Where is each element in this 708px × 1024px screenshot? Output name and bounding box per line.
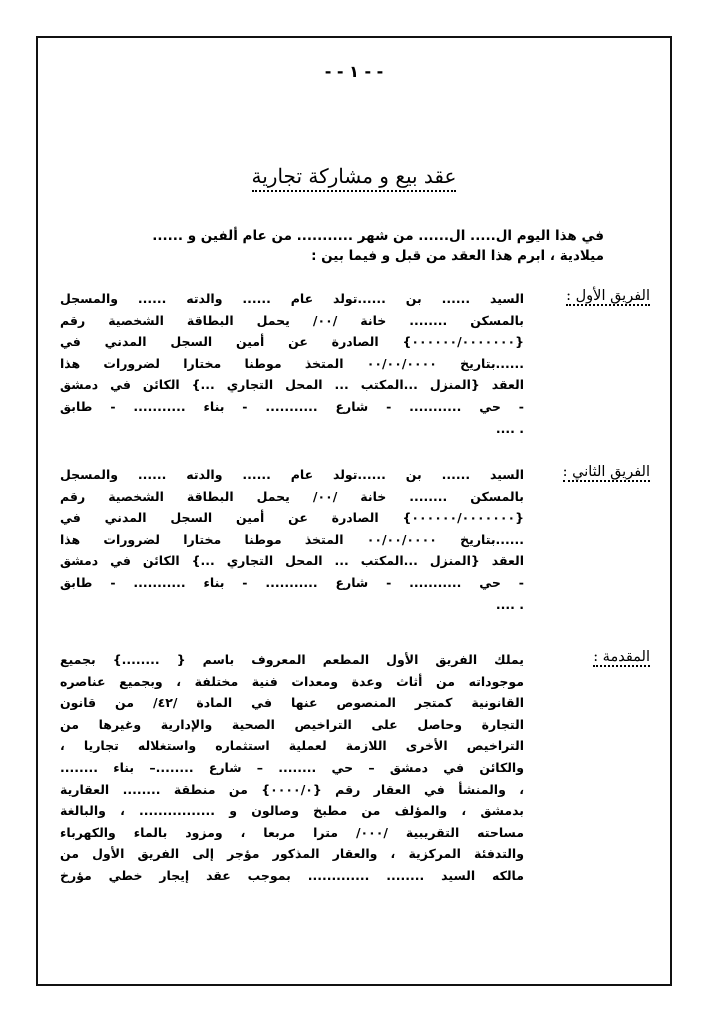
- party1-line: ......بتاريخ ٠٠/٠٠/٠٠٠٠ المتخذ موطنا مختارا لضرورات هذا: [60, 355, 524, 371]
- party1-line: العقد {المنزل ...المكتب ... المحل التجاري ...} الكائن في دمشق: [60, 377, 524, 393]
- party1-line: . ....: [495, 420, 524, 436]
- party2-line: ......بتاريخ ٠٠/٠٠/٠٠٠٠ المتخذ موطنا مختارا لضرورات هذا: [60, 531, 524, 547]
- intro-paragraph: [74, 226, 604, 266]
- party1-label: الفريق الأول :: [566, 288, 650, 304]
- preamble-line: مساحته التقريبية /٠٠٠/ مترا مربعا ، ومزود بالماء والكهرباء: [60, 824, 524, 840]
- party2-label: الفريق الثاني :: [562, 464, 650, 480]
- preamble-line: القانونية كمتجر المنصوص عنها في المادة /٤٢/ من قانون: [60, 695, 524, 711]
- party2-body: [60, 464, 524, 615]
- document-title-text: عقد بيع و مشاركة تجارية: [252, 164, 457, 192]
- party2-line: العقد {المنزل ...المكتب ... المحل التجاري ...} الكائن في دمشق: [60, 553, 524, 569]
- party2-line: بالمسكن ........ خانة /٠٠/ يحمل البطاقة الشخصية رقم: [60, 488, 524, 504]
- preamble-line: التجارة وحاصل على التراخيص الصحية والإدارية وغيرها من: [60, 716, 524, 732]
- party2-line: - حي ........... - شارع ........... - بناء ........... - طابق: [60, 574, 524, 590]
- party1-body: [60, 288, 524, 439]
- intro-line: في هذا اليوم ال..... ال...... من شهر ........... من عام ألفين و ......: [152, 228, 604, 244]
- party1-line: - حي ........... - شارع ........... - بناء ........... - طابق: [60, 398, 524, 414]
- party1-line: بالمسكن ........ خانة /٠٠/ يحمل البطاقة الشخصية رقم: [60, 312, 524, 328]
- preamble-line: والكائن في دمشق – حي ........ – شارع ........– بناء ........: [60, 759, 524, 775]
- page-number: - - ١ - -: [324, 62, 384, 81]
- preamble-body: [60, 649, 524, 887]
- preamble-line: والتدفئة المركزية ، والعقار المذكور مؤجر إلى الفريق الأول من: [60, 846, 524, 862]
- party2-line: {٠٠٠٠٠٠/٠٠٠٠٠٠٠} الصادرة عن أمين السجل المدني في: [60, 510, 524, 526]
- party1-line: السيد ...... بن ......تولد عام ...... والدته ...... والمسجل: [60, 291, 524, 306]
- party2-line: السيد ...... بن ......تولد عام ...... والدته ...... والمسجل: [60, 467, 524, 482]
- preamble-line: مالكه السيد ........ ............. بموجب عقد إيجار خطي مؤرخ: [60, 867, 524, 883]
- party1-section: [60, 288, 650, 439]
- preamble-line: ، والمنشأ في العقار رقم {٠٠٠٠/٠} من منطقة ........ العقارية: [60, 781, 524, 797]
- preamble-line: بدمشق ، والمؤلف من مطبخ وصالون و ................ ، والبالغة: [60, 803, 524, 819]
- preamble-line: موجوداته من أثاث وعدة ومعدات فنية مختلفة ، وبجميع عناصره: [60, 673, 524, 689]
- party2-section: [60, 464, 650, 615]
- preamble-section: [60, 649, 650, 887]
- intro-line: ميلادية ، ابرم هذا العقد من قبل و فيما بين :: [311, 248, 604, 264]
- preamble-line: يملك الفريق الأول المطعم المعروف باسم { ........} بجميع: [60, 652, 524, 667]
- party1-line: {٠٠٠٠٠٠/٠٠٠٠٠٠٠} الصادرة عن أمين السجل المدني في: [60, 334, 524, 350]
- party2-line: . ....: [495, 596, 524, 612]
- preamble-line: التراخيص الأخرى اللازمة لعملية استثماره واستغلاله تجاريا ،: [60, 738, 524, 754]
- preamble-label: المقدمة :: [593, 649, 650, 665]
- document-title: [0, 164, 708, 188]
